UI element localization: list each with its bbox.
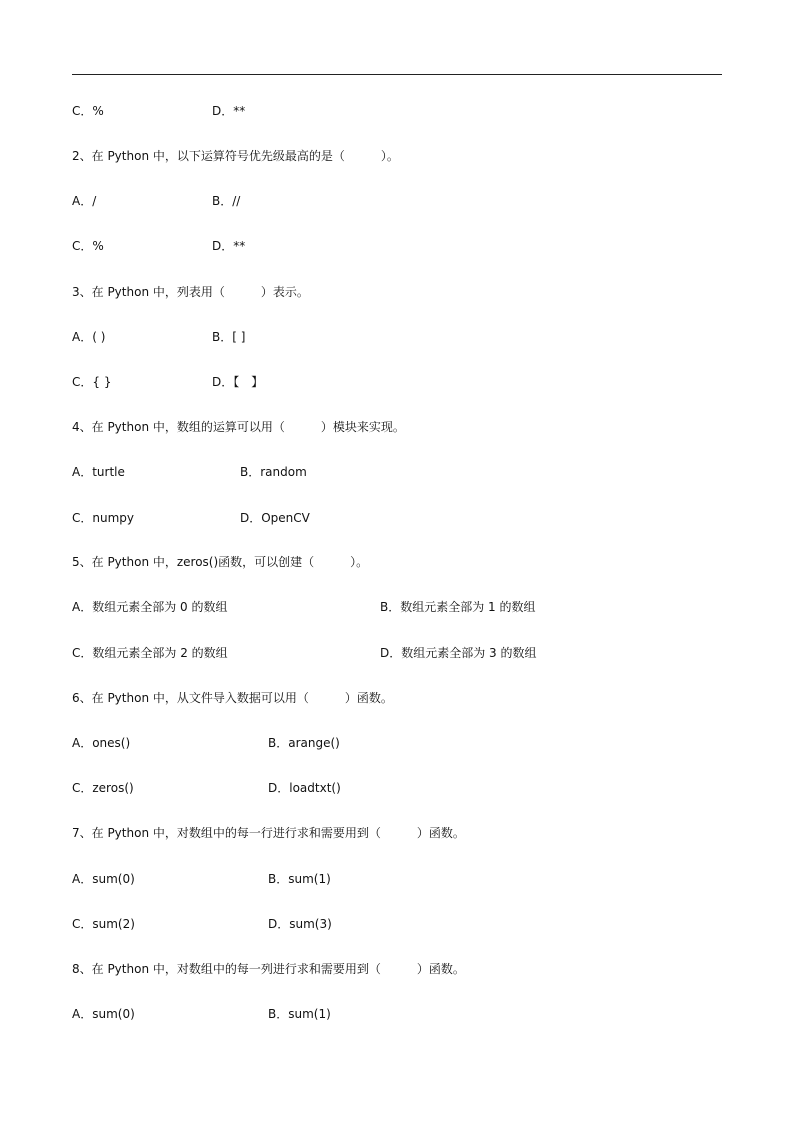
question-text: 7、在 Python 中，对数组中的每一行进行求和需要用到（ ）函数。 [72,826,465,840]
q7-options-cd [0,914,794,934]
q8-option-b: B．sum(1) [268,1007,331,1021]
question-text: 6、在 Python 中，从文件导入数据可以用（ ）函数。 [72,691,393,705]
q2-option-a: A．/ [72,194,97,208]
q4-stem [0,417,794,437]
q5-option-a: A．数组元素全部为 0 的数组 [72,600,228,614]
q4-options-cd [0,508,794,528]
question-text: 8、在 Python 中，对数组中的每一列进行求和需要用到（ ）函数。 [72,962,465,976]
q4-option-c: C．numpy [72,511,134,525]
q7-option-a: A．sum(0) [72,872,135,886]
q6-options-ab [0,733,794,753]
q2-option-c: C．% [72,239,104,253]
q7-option-d: D．sum(3) [268,917,332,931]
q3-option-b: B．[ ] [212,330,246,344]
q2-options-ab [0,191,794,211]
q5-stem [0,552,794,572]
q1-option-d: D．** [212,104,246,118]
q2-option-b: B．// [212,194,241,208]
q4-option-a: A．turtle [72,465,125,479]
q8-option-a: A．sum(0) [72,1007,135,1021]
q2-stem [0,146,794,166]
q3-options-ab [0,327,794,347]
q7-option-b: B．sum(1) [268,872,331,886]
q3-option-a: A．( ) [72,330,106,344]
q1-option-c: C．% [72,104,104,118]
q4-option-d: D．OpenCV [240,511,310,525]
q1-options-cd [0,101,794,121]
q4-option-b: B．random [240,465,307,479]
q7-stem [0,823,794,843]
question-text: 5、在 Python 中，zeros()函数，可以创建（ ）。 [72,555,369,569]
header-rule [72,74,722,75]
question-text: 2、在 Python 中，以下运算符号优先级最高的是（ ）。 [72,149,399,163]
q6-option-a: A．ones() [72,736,131,750]
q3-option-c: C．{ } [72,375,112,389]
q2-option-d: D．** [212,239,246,253]
q5-option-b: B．数组元素全部为 1 的数组 [380,600,536,614]
question-text: 3、在 Python 中，列表用（ ）表示。 [72,285,309,299]
q8-stem [0,959,794,979]
q5-option-c: C．数组元素全部为 2 的数组 [72,646,228,660]
q7-option-c: C．sum(2) [72,917,135,931]
q6-options-cd [0,778,794,798]
q7-options-ab [0,869,794,889]
q2-options-cd [0,236,794,256]
q8-options-ab [0,1004,794,1024]
q6-option-c: C．zeros() [72,781,134,795]
q6-stem [0,688,794,708]
q6-option-d: D．loadtxt() [268,781,341,795]
q3-options-cd [0,372,794,392]
q5-option-d: D．数组元素全部为 3 的数组 [380,646,537,660]
q3-stem [0,282,794,302]
q4-options-ab [0,462,794,482]
q5-options-ab [0,597,794,617]
question-text: 4、在 Python 中，数组的运算可以用（ ）模块来实现。 [72,420,405,434]
q6-option-b: B．arange() [268,736,340,750]
q3-option-d: D．【 】 [212,375,264,389]
q5-options-cd [0,643,794,663]
